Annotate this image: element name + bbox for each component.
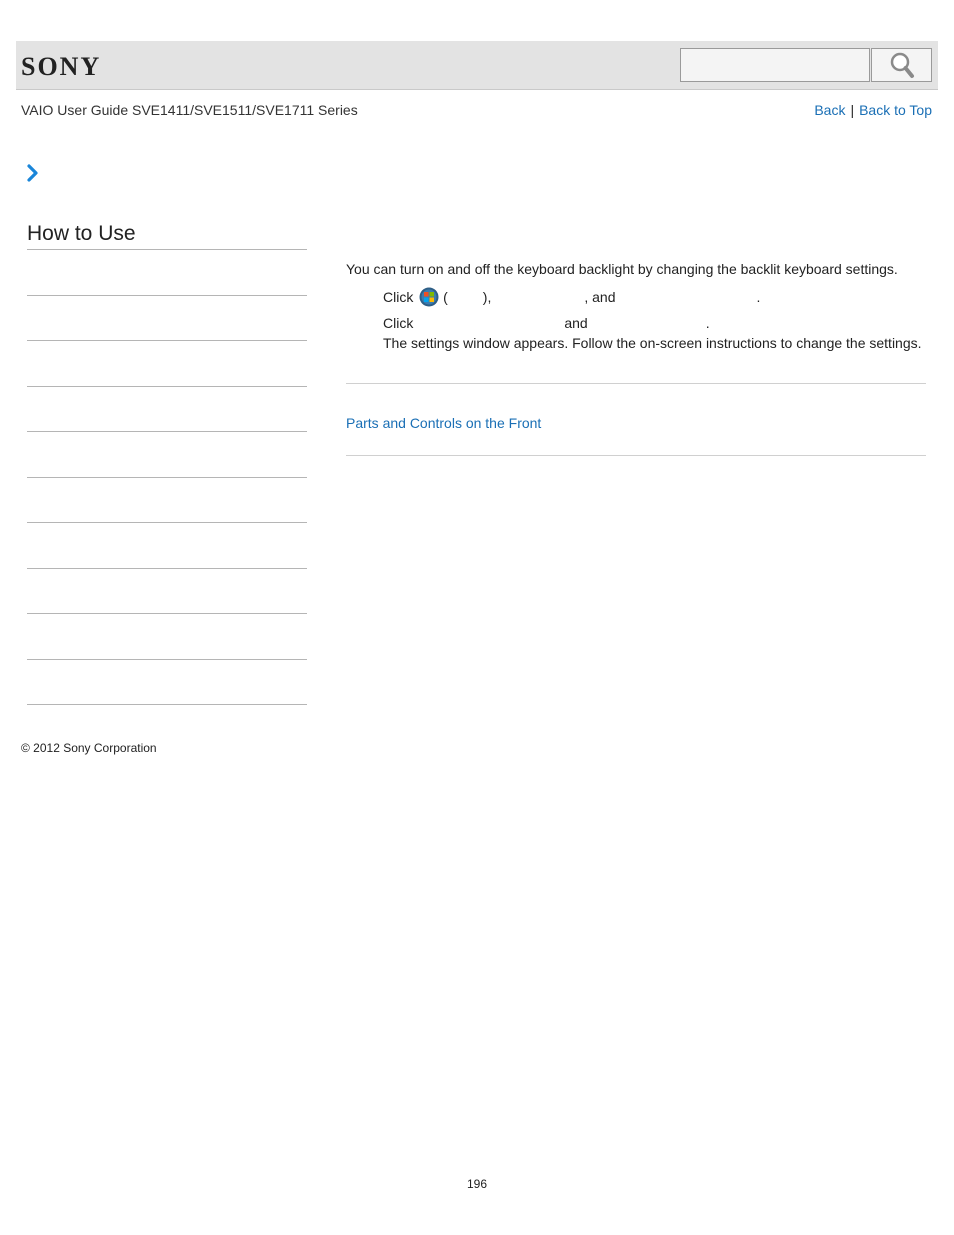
sidebar-divider xyxy=(27,249,307,250)
copyright: © 2012 Sony Corporation xyxy=(21,741,157,755)
guide-title: VAIO User Guide SVE1411/SVE1511/SVE1711 Series xyxy=(21,102,358,118)
related-link-parts-front[interactable]: Parts and Controls on the Front xyxy=(346,415,542,431)
sidebar-divider xyxy=(27,431,307,432)
step-1 xyxy=(383,287,760,307)
nav-separator: | xyxy=(850,102,855,118)
sidebar-divider xyxy=(27,386,307,387)
section-divider xyxy=(346,455,926,456)
section-divider xyxy=(346,383,926,384)
sidebar-divider xyxy=(27,659,307,660)
breadcrumb-chevron[interactable] xyxy=(26,164,40,185)
page-number: 196 xyxy=(466,1177,488,1191)
sidebar-divider xyxy=(27,704,307,705)
step2-and: and xyxy=(564,315,588,331)
sidebar-divider xyxy=(27,477,307,478)
search-input[interactable] xyxy=(680,48,870,82)
intro-text: You can turn on and off the keyboard backlight by changing the backlit keyboard settings. xyxy=(346,261,898,277)
sony-logo: SONY xyxy=(21,52,102,81)
back-link[interactable]: Back xyxy=(814,102,846,118)
step-2-result: The settings window appears. Follow the on-screen instructions to change the settings. xyxy=(383,335,922,351)
top-nav xyxy=(814,102,932,118)
back-to-top-link[interactable]: Back to Top xyxy=(859,102,932,118)
sidebar-divider xyxy=(27,340,307,341)
step1-period: . xyxy=(756,289,761,305)
sidebar-divider xyxy=(27,295,307,296)
sidebar-heading: How to Use xyxy=(27,222,136,245)
sidebar-divider xyxy=(27,613,307,614)
sidebar-divider xyxy=(27,568,307,569)
chevron-right-icon xyxy=(26,164,40,182)
magnifier-icon xyxy=(889,51,915,79)
step1-and: , and xyxy=(584,289,616,305)
step1-paren-open: ( xyxy=(443,289,448,305)
step1-paren-close: ), xyxy=(482,289,492,305)
step-2 xyxy=(383,315,710,331)
header-bar xyxy=(16,41,938,90)
step2-click: Click xyxy=(383,315,414,331)
step2-period: . xyxy=(705,315,710,331)
step1-click: Click xyxy=(383,289,414,305)
sidebar-divider xyxy=(27,522,307,523)
start-button-icon xyxy=(419,287,439,307)
search-button[interactable] xyxy=(871,48,932,82)
